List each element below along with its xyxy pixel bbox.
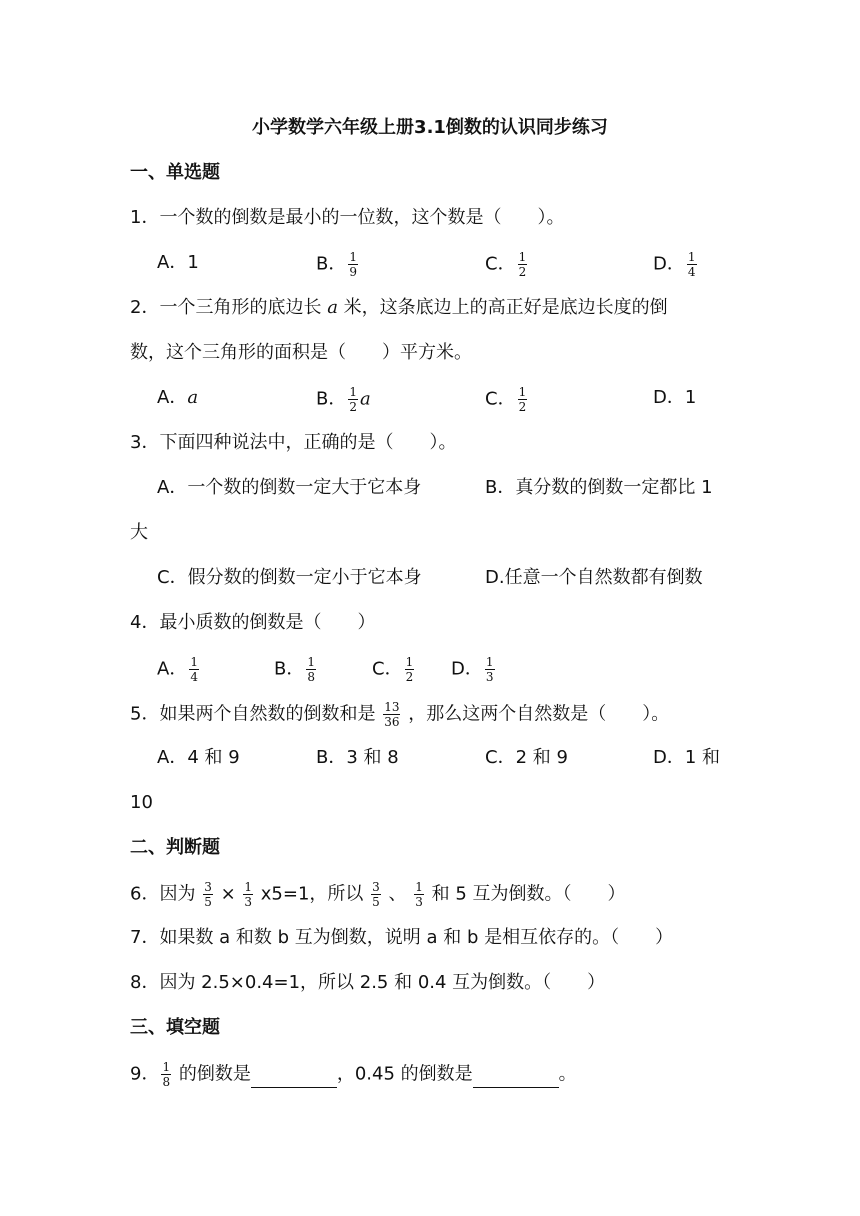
q4-option-a: A． $\frac{1}{4}$ xyxy=(157,655,198,684)
q2-option-c: C． $\frac{1}{2}$ xyxy=(485,385,527,414)
section-heading-fill-blank: 三、填空题 xyxy=(130,1017,220,1038)
question-5-stem: 5．如果两个自然数的倒数和是 $\frac{13}{36}$ ，那么这两个自然数是（ ）。 xyxy=(130,700,670,729)
page-title: 小学数学六年级上册3.1倒数的认识同步练习 xyxy=(252,117,608,138)
question-2-stem: 2．一个三角形的底边长 a 米，这条底边上的高正好是底边长度的倒 xyxy=(130,297,668,318)
q3-option-b-continued: 大 xyxy=(130,522,148,543)
question-9: 9． $\frac{1}{8}$ 的倒数是 ，0.45 的倒数是 。 xyxy=(130,1060,577,1089)
q3-option-d: D.任意一个自然数都有倒数 xyxy=(485,567,703,588)
question-3-stem: 3．下面四种说法中，正确的是（ ）。 xyxy=(130,432,457,453)
q3-option-b: B．真分数的倒数一定都比 1 xyxy=(485,477,713,498)
q5-option-d-continued: 10 xyxy=(130,792,153,813)
q2-option-b: B． $\frac{1}{2}$ a xyxy=(316,385,371,414)
section-heading-true-false: 二、判断题 xyxy=(130,837,220,858)
q4-option-d: D． $\frac{1}{3}$ xyxy=(451,655,494,684)
q3-option-c: C．假分数的倒数一定小于它本身 xyxy=(157,567,422,588)
q5-option-b: B．3 和 8 xyxy=(316,747,399,768)
q4-option-c: C． $\frac{1}{2}$ xyxy=(372,655,414,684)
question-1-stem: 1．一个数的倒数是最小的一位数，这个数是（ ）。 xyxy=(130,207,565,228)
question-6: 6．因为 $\frac{3}{5}$ × $\frac{1}{3}$ x5=1，所以 $\frac{3}{5}$ 、 $\frac{1}{3}$ 和 5 互为倒数。（ ） xyxy=(130,880,626,909)
question-2-stem-line2: 数，这个三角形的面积是（ ）平方米。 xyxy=(130,342,472,363)
q1-option-a: A．1 xyxy=(157,252,199,273)
section-heading-single-choice: 一、单选题 xyxy=(130,162,220,183)
q2-option-d: D．1 xyxy=(653,387,697,408)
question-8: 8．因为 2.5×0.4=1，所以 2.5 和 0.4 互为倒数。（ ） xyxy=(130,972,606,993)
q5-option-a: A．4 和 9 xyxy=(157,747,240,768)
question-7: 7．如果数 a 和数 b 互为倒数，说明 a 和 b 是相互依存的。（ ） xyxy=(130,927,674,948)
q4-option-b: B． $\frac{1}{8}$ xyxy=(274,655,315,684)
answer-blank-1[interactable] xyxy=(251,1069,337,1088)
q2-option-a: A．a xyxy=(157,387,199,408)
q3-option-a: A．一个数的倒数一定大于它本身 xyxy=(157,477,422,498)
answer-blank-2[interactable] xyxy=(473,1069,559,1088)
q5-option-d: D．1 和 xyxy=(653,747,721,768)
q5-option-c: C．2 和 9 xyxy=(485,747,568,768)
q1-option-b: B． $\frac{1}{9}$ xyxy=(316,250,357,279)
question-4-stem: 4．最小质数的倒数是（ ） xyxy=(130,612,376,633)
q1-option-c: C． $\frac{1}{2}$ xyxy=(485,250,527,279)
q1-option-d: D． $\frac{1}{4}$ xyxy=(653,250,696,279)
